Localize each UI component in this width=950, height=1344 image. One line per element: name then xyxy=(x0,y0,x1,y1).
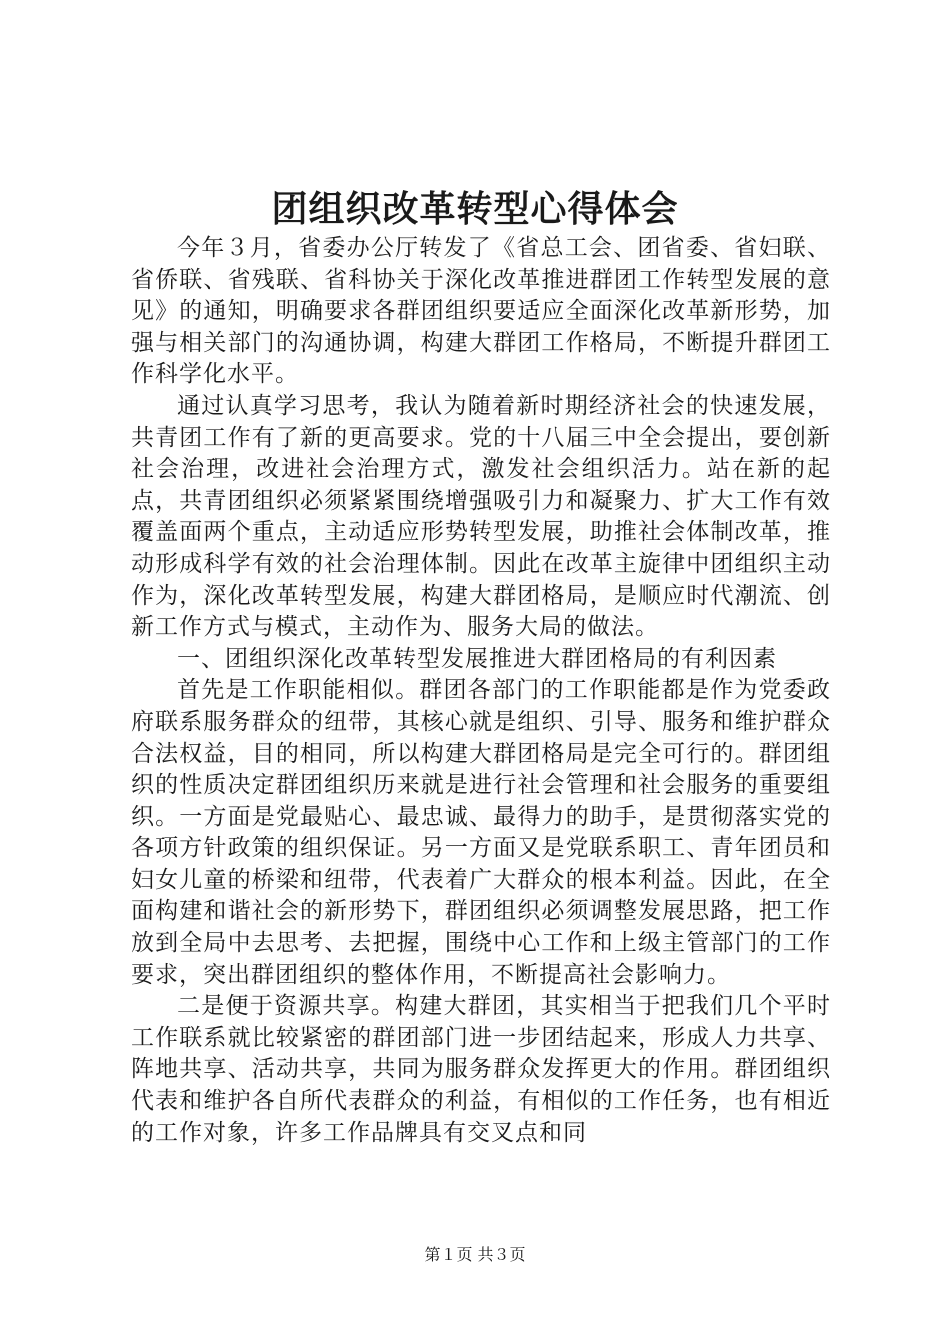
paragraph: 今年３月，省委办公厅转发了《省总工会、团省委、省妇联、省侨联、省残联、省科协关于深化改革推进群团工作转型发展的意见》的通知，明确要求各群团组织要适应全面深化改革新形势，加强与相关部门的沟通协调，构建大群团工作格局，不断提升群团工作科学化水平。 xyxy=(131,235,831,388)
document-title: 团组织改革转型心得体会 xyxy=(271,189,679,230)
paragraph: 二是便于资源共享。构建大群团，其实相当于把我们几个平时工作联系就比较紧密的群团部门进一步团结起来，形成人力共享、阵地共享、活动共享，共同为服务群众发挥更大的作用。群团组织代表和维护各自所代表群众的利益，有相似的工作任务，也有相近的工作对象，许多工作品牌具有交叉点和同 xyxy=(131,993,831,1146)
paragraph: 通过认真学习思考，我认为随着新时期经济社会的快速发展，共青团工作有了新的更高要求。党的十八届三中全会提出，要创新社会治理，改进社会治理方式，激发社会组织活力。站在新的起点，共青团组织必须紧紧围绕增强吸引力和凝聚力、扩大工作有效覆盖面两个重点，主动适应形势转型发展，助推社会体制改革，推动形成科学有效的社会治理体制。因此在改革主旋律中团组织主动作为，深化改革转型发展，构建大群团格局，是顺应时代潮流、创新工作方式与模式，主动作为、服务大局的做法。 xyxy=(131,392,831,641)
page-number-footer: 第１页 共３页 xyxy=(424,1245,526,1264)
document-body xyxy=(131,233,831,1149)
section-heading: 一、团组织深化改革转型发展推进大群团格局的有利因素 xyxy=(177,645,777,672)
paragraph: 首先是工作职能相似。群团各部门的工作职能都是作为党委政府联系服务群众的纽带，其核心就是组织、引导、服务和维护群众合法权益，目的相同，所以构建大群团格局是完全可行的。群团组织的性质决定群团组织历来就是进行社会管理和社会服务的重要组织。一方面是党最贴心、最忠诚、最得力的助手，是贯彻落实党的各项方针政策的组织保证。另一方面又是党联系职工、青年团员和妇女儿童的桥梁和纽带，代表着广大群众的根本利益。因此，在全面构建和谐社会的新形势下，群团组织必须调整发展思路，把工作放到全局中去思考、去把握，围绕中心工作和上级主管部门的工作要求，突出群团组织的整体作用，不断提高社会影响力。 xyxy=(131,677,831,988)
